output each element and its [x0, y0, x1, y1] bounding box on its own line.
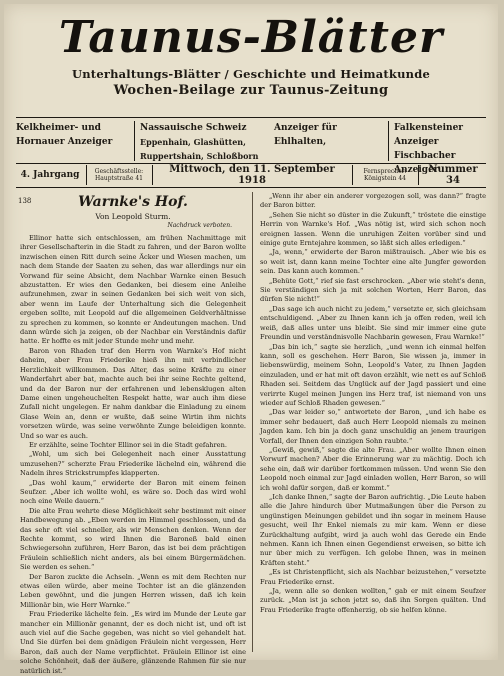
story-paragraph: Frau Friederike lächelte fein. „Es wird im Munde der Leute gar mancher ein Millionär genannt, der es doch nicht ist, und oft ist auch viel auf die Sache gegeben, was nicht so viel gehandelt hat. Und Sie dürfen bei dem gnädigen Fräulein nicht vergessen, Herr Baron, daß auch der Name verpflichtet. Fräulein Ellinor ist eine solche Schönheit, daß der äußere, glänzende Rahmen für sie nur natürlich ist.“: [20, 610, 246, 675]
ad-text: Anzeiger für Ehlhalten,: [274, 123, 337, 147]
story-paragraph: Baron von Rhaden traf den Herrn von Warnke's Hof nicht daheim, aber Frau Friederike hieß ihn mit verbindlicher Herzlichkeit willkommen. Das Alter, das seine Kräfte zu einer Wanderfahrt aber bat, machte auch bei ihr seine Rechte geltend, und da der Baron nur der erfahrenen und lebensklugen alten Dame einen ungeheuchelten Respekt hatte, war auch ihm diese Zufall nicht ungelegen. Er nahm dankbar die Einladung zu einem Glase Wein an, denn er wußte, daß seine Wirtin ihm nichts vorsetzen würde, was seine verwöhnte Zunge beleidigen konnte. Und so war es auch.: [20, 346, 246, 440]
story-paragraph: „Wenn ihr aber ein anderer vorgezogen soll, was dann?“ fragte der Baron bitter.: [260, 192, 486, 210]
ad-kelkheim: [16, 121, 132, 161]
story-paragraph: „Sehen Sie nicht so düster in die Zukunft,“ tröstete die einstige Herrin von Warnke's Hof. „Was nötig ist, wird sich schon noch ereignen lassen. Wenn die unruhigen Zeiten vorüber sind und einige gute Erntejahre kommen, so läßt sich alles erledigen.“: [260, 210, 486, 248]
story-byline: Von Leopold Sturm.: [95, 212, 171, 221]
divider-rule: [16, 117, 486, 118]
page-number: 138: [18, 197, 32, 205]
ad-text: Eppenhain, Glashütten, Ruppertshain, Schloßborn: [140, 137, 259, 161]
story-paragraph: „Das sage ich auch nicht zu jedem,“ versetzte er, sich gleichsam entschuldigend. „Aber zu Ihnen kann ich ja offen reden, weil ich weiß, daß alles unter uns bleibt. Sie sind mir immer eine gute Freundin und verständnisvolle Nachbarin gewesen, Frau Warnke!“: [260, 304, 486, 342]
masthead-supplement: Wochen-Beilage zur Taunus-Zeitung: [113, 83, 389, 98]
office-address: [88, 164, 150, 186]
divider: [134, 121, 135, 161]
story-paragraph: „Das bin ich,“ sagte sie herzlich, „und wenn ich einmal helfen kann, soll es geschehen. Herr Baron, Sie wissen ja, immer in liebenswürdig, meinem Sohn, Leopold's Vater, zu Ihnen Jagden einzuladen, und er hat mit oft davon erzählt, wie nett es auf Schloß Rhaden sei. Seitdem das Unglück auf der Jagd passiert und eine verirrte Kugel meinen Jungen ins Herz traf, ist niemand von uns wieder auf Schloß Rhaden gewesen.“: [260, 342, 486, 407]
divider: [388, 121, 389, 161]
story-paragraph: „Ja, wenn alle so denken wollten,“ gab er mit einem Seufzer zurück. „Man ist ja schon jetzt so, daß ihn Sorgen quälten. Und Frau Friederike fragte offenherzig, ob sie helfen könne.: [260, 587, 486, 614]
story-paragraph: „Es ist Christenpflicht, sich als Nachbar beizustehen,“ versetzte Frau Friederike ernst.: [260, 568, 486, 586]
story-paragraph: Der Baron zuckte die Achseln. „Wenn es mit dem Rechten nur etwas eilen würde, aber meine Tochter ist an die glänzenden Leben gewöhnt, und die jungen Herren wissen, daß ich kein Millionär bin, wie Herr Warnke.“: [20, 572, 246, 609]
divider: [152, 165, 153, 185]
story-paragraph: „Das war leider so,“ antwortete der Baron, „und ich habe es immer sehr bedauert, daß auch Herr Leopold niemals zu meinen Jagden kam. Ich bin ja doch ganz unschuldig an jenem traurigen Vorfall, der Ihnen den einzigen Sohn raubte.“: [260, 408, 486, 445]
ad-text: Nassauische Schweiz: [140, 123, 247, 133]
ad-text: Fischbacher Anzeiger: [394, 151, 456, 175]
story-paragraph: „Ich danke Ihnen,“ sagte der Baron aufrichtig. „Die Leute haben alle die Jahre hindurch über Mutmaßungen über die Person zu ungünstigen Meinungen gebildet und ihn sogar in meinem Hause gesucht, weil Ihr Enkel niemals zu mir kam. Wenn er diese Zurückhaltung aufgibt, wird ja auch wohl das Gerede ein Ende nehmen. Kann ich Ihnen einen Gegendienst erweisen, so bitte ich nur über mich zu verfügen. Ich gelobe Ihnen, was in meinen Kräften steht.“: [260, 493, 486, 567]
column-divider: [252, 192, 253, 652]
phone-label: Fernsprecher:: [363, 168, 407, 175]
phone-info: [354, 164, 416, 186]
story-paragraph: „Ja, wenn,“ erwiderte der Baron mißtrauisch. „Aber wie bis es so weit ist, dann kann meine Tochter eine alte Jungfer geworden sein. Das kann auch kommen.“: [260, 248, 486, 276]
story-column-left: [20, 192, 246, 676]
office-label: Geschäftsstelle:: [94, 168, 144, 175]
ad-text: Hornauer Anzeiger: [16, 137, 113, 147]
story-paragraph: „Wohl, um sich bei Gelegenheit nach einer Ausstattung umzusehen?“ scherzte Frau Friederike lächelnd ein, während die Nadeln ihres Strickstrumpfes klapperten.: [20, 450, 246, 478]
story-paragraph: „Behüte Gott,“ rief sie fast erschrocken. „Aber wie steht's denn, Sie verständigen sich ja mit solchen Worten, Herr Baron, das dürfen Sie nicht!“: [260, 276, 486, 304]
issue-number: Nummer 34: [428, 164, 478, 186]
reprint-notice: Nachdruck verboten.: [167, 222, 232, 229]
divider: [86, 165, 87, 185]
story-column-right: [260, 192, 486, 615]
story-paragraph: Er erzählte, seine Tochter Ellinor sei in die Stadt gefahren.: [29, 440, 227, 449]
ad-text: Falkensteiner Anzeiger: [394, 123, 464, 147]
story-paragraph: Ellinor hatte sich entschlossen, am frühen Nachmittage mit ihrer Gesellschafterin in die Stadt zu fahren, und der Baron wollte inzwischen einen Ritt durch seine Äcker und Wiesen machen, um nach dem Stande der Saaten zu sehen, das war allerdings nur ein Vorwand für seine Absicht, dem Nachbar Warnke einen Besuch abzustatten. Er wies den Gedanken, bei diesem eine Anleihe aufzunehmen, zwar in seinen Gedanken bei sich weit von sich, aber wenn im Laufe der Unterhaltung sich die Gelegenheit ergeben sollte, mit Leopold auf die allgemeinen Geldverhältnisse zu sprechen zu kommen, so konnte er Andeutungen machen. Und dann würde sich ja zeigen, ob der Nachbar ein Verständnis dafür hatte. Er hoffte es mit jeder Stunde mehr und mehr.: [20, 234, 246, 346]
phone-number: Königstein 44: [364, 175, 406, 182]
issue-date: Mittwoch, den 11. September 1918: [169, 164, 335, 186]
story-title: Warnke's Hof.: [78, 194, 188, 210]
story-paragraph: Die alte Frau wehrte diese Möglichkeit sehr bestimmt mit einer Handbewegung ab. „Eben werden im Himmel geschlossen, und da das sehr oft viel schneller, als wir Menschen denken. Wenn der Rechte kommt, so wird Ihnen die Baroneß bald einen Schwiegersohn zuführen, Herr Baron, das ist bei dem prächtigen Fräulein schließlich nicht anders, als bei einem Bürgermädchen. Sie werden es sehen.“: [20, 506, 246, 572]
masthead-subtitle: Unterhaltungs-Blätter / Geschichte und Heimatkunde: [72, 67, 430, 81]
newspaper-page: [4, 4, 498, 675]
office-street: Hauptstraße 41: [95, 175, 143, 182]
story-paragraph: „Das wohl kaum,“ erwiderte der Baron mit einem feinen Seufzer. „Aber ich wollte wohl, es wäre so. Doch das wird wohl noch eine Weile dauern.“: [20, 478, 246, 506]
divider: [352, 165, 353, 185]
ad-ehlhalten: [274, 121, 384, 161]
masthead-title: Taunus-Blätter: [58, 12, 444, 63]
divider: [418, 165, 419, 185]
issue-info-bar: [16, 164, 486, 186]
ad-nassauische-schweiz: [140, 121, 270, 161]
story-paragraph: „Gewiß, gewiß,“ sagte die alte Frau. „Aber wollte Ihnen einen Vorwurf machen? Aber die Erinnerung war zu mächtig. Doch ich sehe ein, daß wir darüber fortkommen müssen. Und wenn Sie den Leopold noch einmal zur Jagd einladen wollen, Herr Baron, so will ich wohl dafür sorgen, daß er kommt.“: [260, 445, 486, 492]
year-label: 4. Jahrgang: [20, 170, 80, 180]
divider-rule: [16, 187, 486, 188]
ad-text: Kelkheimer- und: [16, 123, 101, 133]
